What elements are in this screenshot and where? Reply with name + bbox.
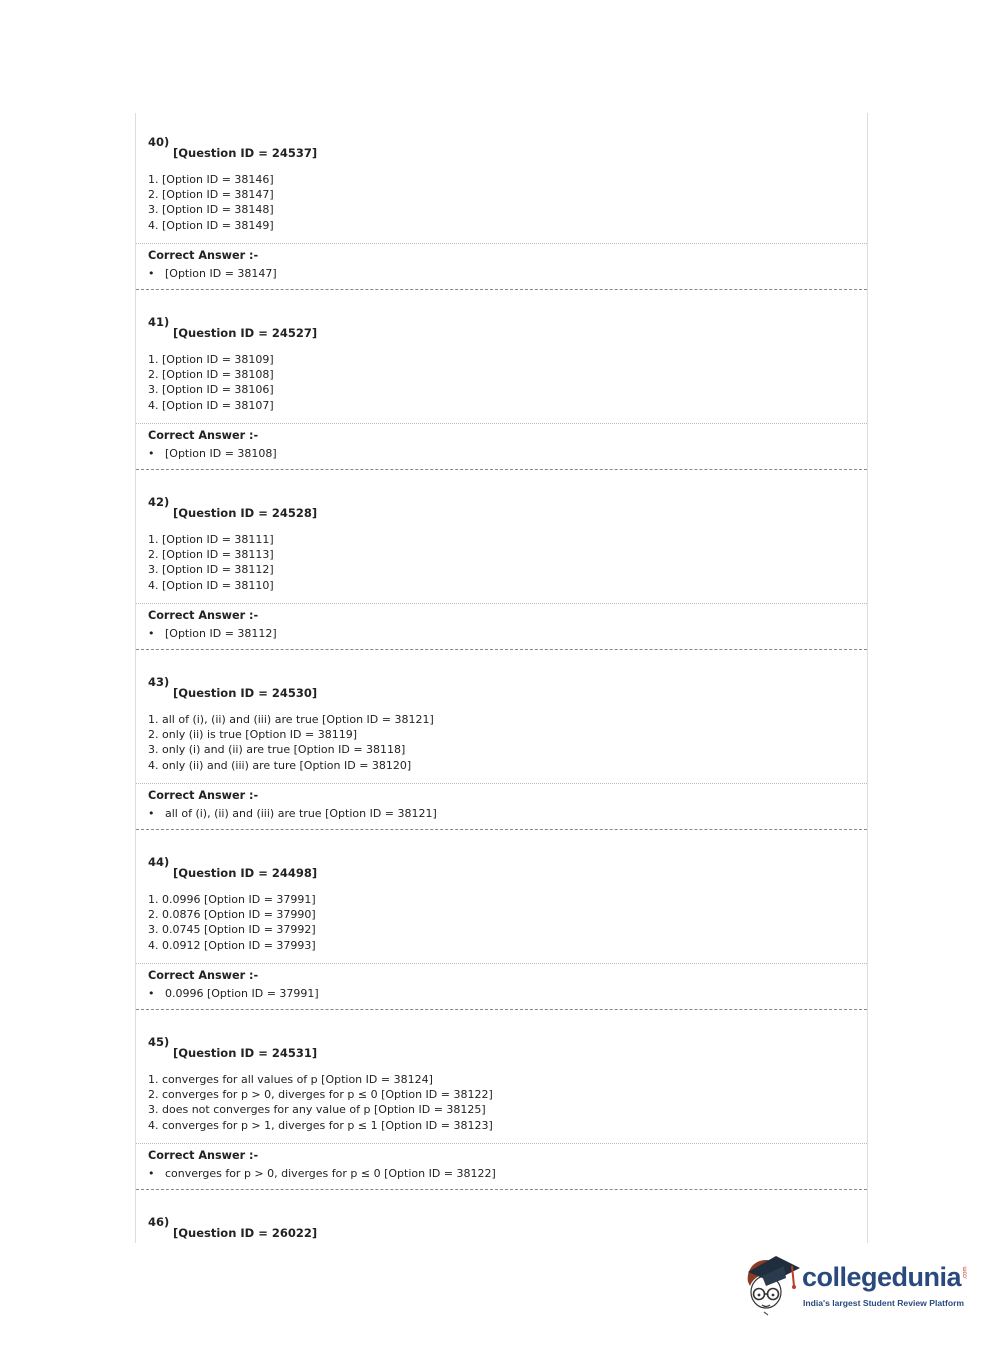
correct-answer bbox=[148, 807, 437, 820]
question-number: 42) bbox=[148, 495, 170, 509]
correct-answer-text: all of (i), (ii) and (iii) are true [Option ID = 38121] bbox=[165, 807, 437, 820]
bullet-icon: • bbox=[148, 807, 155, 820]
answer-divider bbox=[136, 963, 867, 964]
correct-answer-heading: Correct Answer :- bbox=[148, 969, 259, 982]
option-item: 4. converges for p > 1, diverges for p ≤ 1 [Option ID = 38123] bbox=[148, 1118, 493, 1132]
question-separator bbox=[136, 1189, 867, 1190]
correct-answer-text: converges for p > 0, diverges for p ≤ 0 [Option ID = 38122] bbox=[165, 1167, 496, 1180]
question-id: [Question ID = 24498] bbox=[173, 866, 318, 880]
question-number: 40) bbox=[148, 135, 170, 149]
correct-answer bbox=[148, 447, 277, 460]
correct-answer-text: 0.0996 [Option ID = 37991] bbox=[165, 987, 319, 1000]
option-item: 3. does not converges for any value of p [Option ID = 38125] bbox=[148, 1103, 486, 1117]
option-item: 2. 0.0876 [Option ID = 37990] bbox=[148, 908, 316, 922]
correct-answer bbox=[148, 627, 277, 640]
question-number: 41) bbox=[148, 315, 170, 329]
answer-divider bbox=[136, 423, 867, 424]
answer-divider bbox=[136, 603, 867, 604]
option-item: 1. [Option ID = 38111] bbox=[148, 533, 274, 546]
question-block bbox=[136, 473, 867, 653]
question-block bbox=[136, 293, 867, 473]
answer-divider bbox=[136, 783, 867, 784]
correct-answer-heading: Correct Answer :- bbox=[148, 609, 259, 622]
question-separator bbox=[136, 469, 867, 470]
option-item: 4. 0.0912 [Option ID = 37993] bbox=[148, 938, 316, 952]
collegedunia-logo[interactable] bbox=[742, 1252, 972, 1316]
answer-divider bbox=[136, 1143, 867, 1144]
answer-sheet bbox=[135, 113, 868, 1243]
option-item: 3. only (i) and (ii) are true [Option ID = 38118] bbox=[148, 743, 406, 757]
option-list bbox=[148, 892, 316, 953]
question-block bbox=[136, 833, 867, 1013]
option-item: 4. [Option ID = 38149] bbox=[148, 218, 274, 232]
option-list bbox=[148, 172, 274, 233]
correct-answer bbox=[148, 267, 277, 280]
question-block bbox=[136, 1013, 867, 1193]
option-item: 1. [Option ID = 38146] bbox=[148, 173, 274, 186]
question-number: 46) bbox=[148, 1215, 170, 1229]
option-item: 4. only (ii) and (iii) are ture [Option ID = 38120] bbox=[148, 758, 412, 772]
option-item: 3. [Option ID = 38112] bbox=[148, 563, 274, 577]
option-item: 3. [Option ID = 38106] bbox=[148, 383, 274, 397]
bullet-icon: • bbox=[148, 1167, 155, 1180]
question-separator bbox=[136, 829, 867, 830]
correct-answer bbox=[148, 1167, 496, 1180]
logo-domain-suffix: .com bbox=[962, 1266, 969, 1280]
question-id: [Question ID = 24537] bbox=[173, 146, 318, 160]
logo-wordmark: collegedunia bbox=[802, 1262, 962, 1292]
bullet-icon: • bbox=[148, 987, 155, 1000]
option-item: 2. [Option ID = 38147] bbox=[148, 188, 274, 202]
option-list bbox=[148, 1072, 493, 1133]
option-list bbox=[148, 352, 274, 413]
option-item: 1. all of (i), (ii) and (iii) are true [Option ID = 38121] bbox=[148, 713, 434, 726]
correct-answer-heading: Correct Answer :- bbox=[148, 1149, 259, 1162]
answer-divider bbox=[136, 243, 867, 244]
option-item: 2. [Option ID = 38108] bbox=[148, 368, 274, 382]
correct-answer-heading: Correct Answer :- bbox=[148, 249, 259, 262]
logo-tagline: India's largest Student Review Platform bbox=[803, 1298, 965, 1308]
option-item: 2. only (ii) is true [Option ID = 38119] bbox=[148, 728, 358, 742]
option-item: 4. [Option ID = 38110] bbox=[148, 578, 274, 592]
correct-answer-text: [Option ID = 38108] bbox=[165, 447, 277, 460]
option-item: 1. [Option ID = 38109] bbox=[148, 353, 274, 366]
option-item: 1. 0.0996 [Option ID = 37991] bbox=[148, 893, 316, 906]
option-item: 2. converges for p > 0, diverges for p ≤ 0 [Option ID = 38122] bbox=[148, 1088, 493, 1102]
bullet-icon: • bbox=[148, 447, 155, 460]
option-list bbox=[148, 532, 274, 593]
correct-answer bbox=[148, 987, 319, 1000]
question-id: [Question ID = 24528] bbox=[173, 506, 318, 520]
question-id: [Question ID = 24530] bbox=[173, 686, 318, 700]
correct-answer-text: [Option ID = 38112] bbox=[165, 627, 277, 640]
question-separator bbox=[136, 649, 867, 650]
option-item: 3. [Option ID = 38148] bbox=[148, 203, 274, 217]
question-id: [Question ID = 26022] bbox=[173, 1226, 318, 1240]
question-id: [Question ID = 24527] bbox=[173, 326, 318, 340]
question-id: [Question ID = 24531] bbox=[173, 1046, 318, 1060]
correct-answer-heading: Correct Answer :- bbox=[148, 789, 259, 802]
question-block bbox=[136, 653, 867, 833]
question-number: 44) bbox=[148, 855, 170, 869]
question-number: 43) bbox=[148, 675, 170, 689]
question-number: 45) bbox=[148, 1035, 170, 1049]
question-block bbox=[136, 1193, 867, 1243]
option-item: 4. [Option ID = 38107] bbox=[148, 398, 274, 412]
correct-answer-heading: Correct Answer :- bbox=[148, 429, 259, 442]
option-list bbox=[148, 712, 434, 773]
option-item: 3. 0.0745 [Option ID = 37992] bbox=[148, 923, 316, 937]
option-item: 2. [Option ID = 38113] bbox=[148, 548, 274, 562]
question-separator bbox=[136, 1009, 867, 1010]
question-separator bbox=[136, 289, 867, 290]
question-block bbox=[136, 113, 867, 293]
graduate-mascot-icon bbox=[742, 1252, 804, 1316]
bullet-icon: • bbox=[148, 627, 155, 640]
option-item: 1. converges for all values of p [Option ID = 38124] bbox=[148, 1073, 433, 1086]
bullet-icon: • bbox=[148, 267, 155, 280]
correct-answer-text: [Option ID = 38147] bbox=[165, 267, 277, 280]
